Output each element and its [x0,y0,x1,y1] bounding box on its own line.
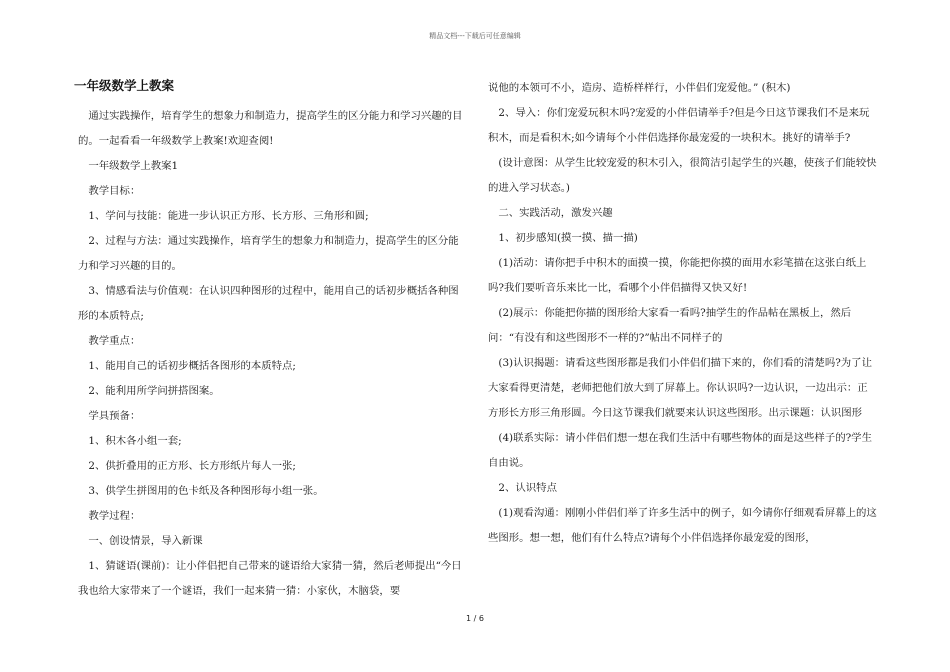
paragraph: (1)活动：请你把手中积木的面摸一摸，你能把你摸的面用水彩笔描在这张白纸上吗?我们要听音乐来比一比，看哪个小伴侣描得又快又好! [488,257,867,294]
paragraph: (4)联系实际：请小伴侣们想一想在我们生活中有哪些物体的面是这些样子的?学生自由说。 [488,432,872,469]
paragraph: 1、猜谜语(课前)：让小伴侣把自己带来的谜语给大家猜一猜，然后老师提出“今日我也给大家带来了一个谜语，我们一起来猜一猜：小家伙，木脑袋，要 [78,560,462,597]
paragraph: 教学过程： [78,510,141,522]
paragraph: (2)展示：你能把你描的图形给大家看一看吗?抽学生的作品帖在黑板上，然后问：“有没有和这些图形不一样的?”帖出不同样子的 [488,307,852,344]
page-header: 精品文档---下载后可任意编辑 [429,32,521,40]
right-paragraphs [488,76,878,551]
paragraph: 学具预备： [78,410,141,422]
paragraph: (3)认识揭题：请看这些图形都是我们小伴侣们描下来的，你们看的清楚吗?为了让大家看得更清楚，老师把他们放大到了屏幕上。你认识吗?一边认识，一边出示：正方形长方形三角形圆。今日这节课我们就要来认识这些图形。出示课题：认识图形 [488,357,872,419]
left-paragraphs [78,104,468,604]
paragraph: (1)观看沟通：刚刚小伴侣们举了许多生活中的例子，如今请你仔细观看屏幕上的这些图形。想一想，他们有什么特点?请每个小伴侣选择你最宠爱的图形， [488,507,877,544]
paragraph: 1、能用自己的话初步概括各图形的本质特点; [78,360,296,372]
paragraph: 2、过程与方法：通过实践操作，培育学生的想象力和制造力，提高学生的区分能力和学习兴趣的目的。 [78,235,459,272]
document-title: 一年级数学上教案 [74,78,175,93]
paragraph: 教学重点： [78,335,141,347]
paragraph: 2、能利用所学问拼搭图案。 [78,385,220,397]
paragraph: 1、积木各小组一套; [78,435,182,447]
paragraph: (设计意图：从学生比较宠爱的积木引入，很简洁引起学生的兴趣，使孩子们能较快的进入学习状态。) [488,157,877,194]
paragraph: 说他的本领可不小，造房、造桥样样行，小伴侣们宠爱他。” (积木) [488,82,791,94]
paragraph: 2、导入：你们宠爱玩积木吗?宠爱的小伴侣请举手?但是今日这节课我们不是来玩积木，而是看积木;如今请每个小伴侣选择你最宠爱的一块积木。挑好的请举手? [488,107,870,144]
paragraph: 1、初步感知(摸一摸、描一描) [488,232,638,244]
paragraph: 通过实践操作，培育学生的想象力和制造力，提高学生的区分能力和学习兴趣的目的。一起看看一年级数学上教案!欢迎查阅! [78,110,463,147]
paragraph: 3、情感看法与价值观：在认识四种图形的过程中，能用自己的话初步概括各种图形的本质特点; [78,285,459,322]
right-column [488,76,878,551]
paragraph: 教学目标： [78,185,141,197]
left-column [74,76,468,604]
paragraph: 3、供学生拼图用的色卡纸及各种图形每小组一张。 [78,485,324,497]
page-number: 1 / 6 [466,614,484,623]
paragraph: 2、供折叠用的正方形、长方形纸片每人一张; [78,460,296,472]
paragraph: 1、学问与技能：能进一步认识正方形、长方形、三角形和圆; [78,210,369,222]
paragraph: 二、实践活动，激发兴趣 [488,207,613,219]
paragraph: 一、创设情景，导入新课 [78,535,203,547]
paragraph: 一年级数学上教案1 [78,160,179,172]
paragraph: 2、认识特点 [488,482,557,494]
